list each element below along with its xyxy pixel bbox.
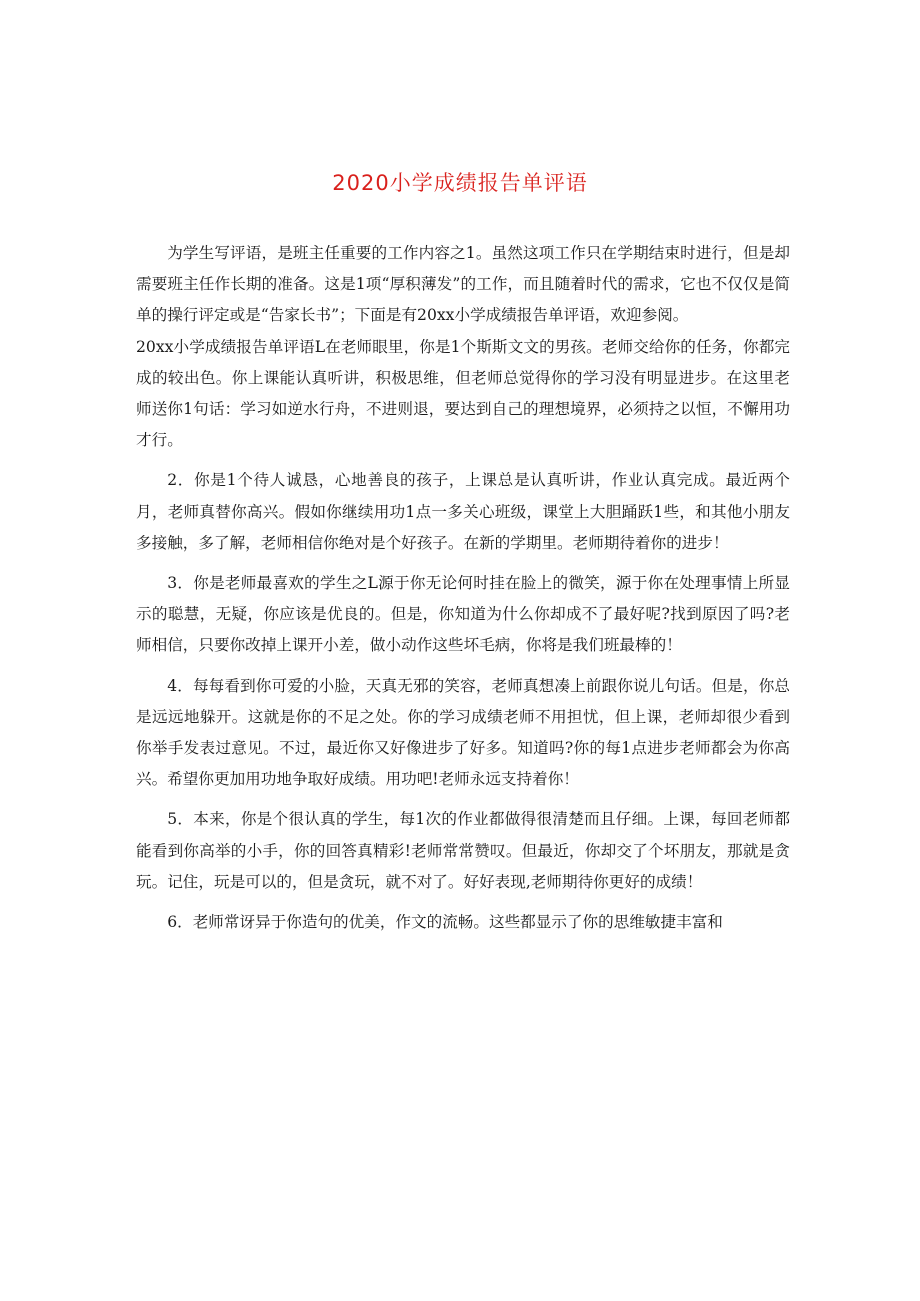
paragraph-intro: 为学生写评语，是班主任重要的工作内容之1。虽然这项工作只在学期结束时进行，但是却需要班主任作长期的准备。这是1项“厚积薄发”的工作，而且随着时代的需求，它也不仅仅是简单的操行评定或是“告家长书”；下面是有20xx小学成绩报告单评语，欢迎参阅。 [136,244,790,325]
paragraph-item-4: 4．每每看到你可爱的小脸，天真无邪的笑容，老师真想凑上前跟你说儿句话。但是，你总是远远地躲开。这就是你的不足之处。你的学习成绩老师不用担忧，但上课，老师却很少看到你举手发表过意见。不过，最近你又好像进步了好多。知道吗?你的每1点进步老师都会为你高兴。希望你更加用功地争取好成绩。用功吧!老师永远支持着你！ [136,676,790,789]
paragraph-item-6: 6．老师常讶异于你造句的优美，作文的流畅。这些都显示了你的思维敏捷丰富和 [167,913,723,932]
paragraph-item-5: 5．本来，你是个很认真的学生，每1次的作业都做得很清楚而且仔细。上课，每回老师都能看到你高举的小手，你的回答真精彩!老师常常赞叹。但最近，你却交了个坏朋友，那就是贪玩。记住，玩是可以的，但是贪玩，就不对了。好好表现,老师期待你更好的成绩！ [136,810,790,891]
paragraph-item-1: 20xx小学成绩报告单评语L在老师眼里，你是1个斯斯文文的男孩。老师交给你的任务，你都完成的较出色。你上课能认真听讲，积极思维，但老师总觉得你的学习没有明显进步。在这里老师送你1句话：学习如逆水行舟，不进则退，要达到自己的理想境界，必须持之以恒，不懈用功才行。 [136,337,790,450]
document-title: 2020小学成绩报告单评语 [332,171,588,195]
paragraph-item-3: 3．你是老师最喜欢的学生之L源于你无论何时挂在脸上的微笑，源于你在处理事情上所显示的聪慧，无疑，你应该是优良的。但是，你知道为什么你却成不了最好呢?找到原因了吗?老师相信，只要你改掉上课开小差，做小动作这些坏毛病，你将是我们班最棒的！ [136,574,790,655]
paragraph-item-2: 2．你是1个待人诚恳，心地善良的孩子，上课总是认真听讲，作业认真完成。最近两个月，老师真替你高兴。假如你继续用功1点一多关心班级，课堂上大胆踊跃1些，和其他小朋友多接触，多了解，老师相信你绝对是个好孩子。在新的学期里。老师期待着你的进步！ [136,471,790,552]
document-body [136,238,790,938]
